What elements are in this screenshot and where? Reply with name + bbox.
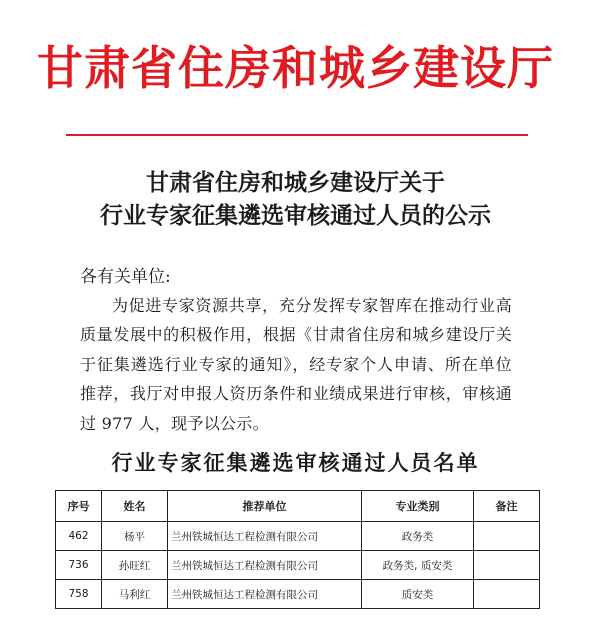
column-header-number: 序号 <box>56 491 102 522</box>
row-unit: 兰州铁城恒达工程检测有限公司 <box>168 551 362 580</box>
agency-letterhead: 甘肃省住房和城乡建设厅 <box>37 41 554 95</box>
column-header-note: 备注 <box>474 491 540 522</box>
row-number: 462 <box>56 522 102 551</box>
row-name: 杨平 <box>102 522 168 551</box>
row-category: 质安类 <box>362 580 474 609</box>
row-note <box>474 580 540 609</box>
row-unit: 兰州铁城恒达工程检测有限公司 <box>168 580 362 609</box>
document-title-line-1: 甘肃省住房和城乡建设厅关于 <box>146 169 445 196</box>
table-row <box>56 580 540 609</box>
document-title-line-2: 行业专家征集遴选审核通过人员的公示 <box>100 202 491 229</box>
column-header-name: 姓名 <box>102 491 168 522</box>
salutation: 各有关单位: <box>80 267 171 287</box>
row-category: 政务类, 质安类 <box>362 551 474 580</box>
column-header-category: 专业类别 <box>362 491 474 522</box>
row-number: 758 <box>56 580 102 609</box>
document-title <box>0 166 591 232</box>
table-row <box>56 522 540 551</box>
column-header-unit: 推荐单位 <box>168 491 362 522</box>
row-number: 736 <box>56 551 102 580</box>
roster-header-row <box>56 491 540 522</box>
roster-title: 行业专家征集遴选审核通过人员名单 <box>111 451 480 475</box>
body-paragraph: 为促进专家资源共享，充分发挥专家智库在推动行业高质量发展中的积极作用，根据《甘肃省住房和城乡建设厅关于征集遴选行业专家的通知》，经专家个人申请、所在单位推荐，我厅对申报人资历条件和业绩成果进行审核，审核通过 977 人，现予以公示。 <box>80 296 512 433</box>
row-category: 政务类 <box>362 522 474 551</box>
row-unit: 兰州铁城恒达工程检测有限公司 <box>168 522 362 551</box>
row-name: 马利红 <box>102 580 168 609</box>
table-row <box>56 551 540 580</box>
row-note <box>474 522 540 551</box>
row-note <box>474 551 540 580</box>
letterhead-divider <box>66 134 528 136</box>
roster-table <box>55 490 540 609</box>
row-name: 孙旺红 <box>102 551 168 580</box>
